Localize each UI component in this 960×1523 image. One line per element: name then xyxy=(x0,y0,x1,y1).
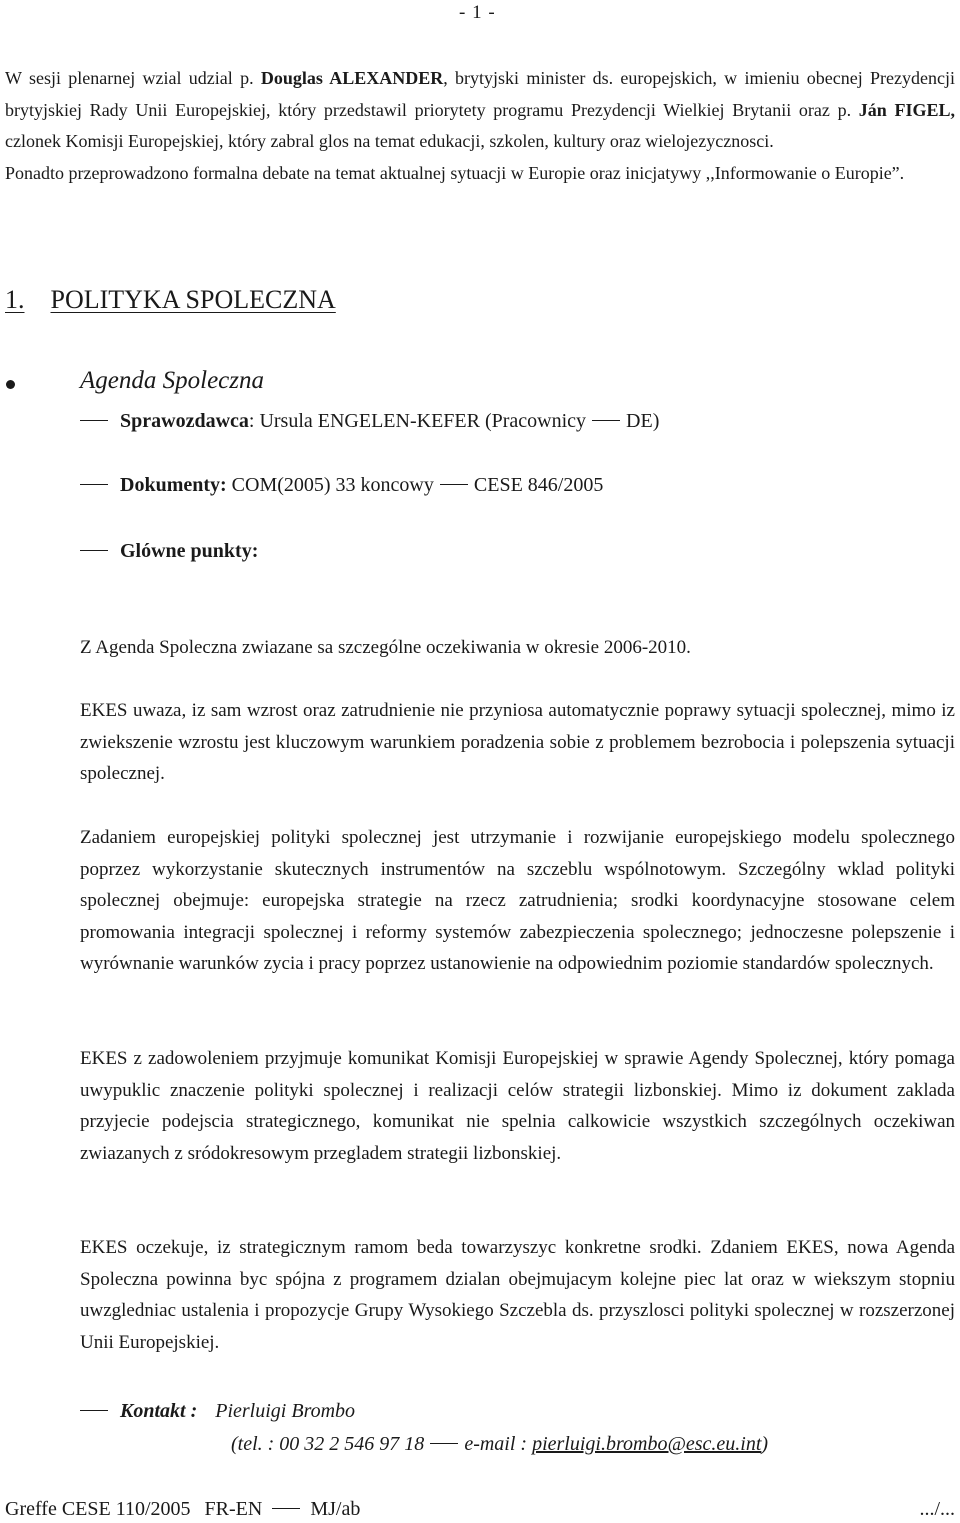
intro-paragraph-2: Ponadto przeprowadzono formalna debate na temat aktualnej sytuacji w Europie oraz inicjatywy ,,Informowanie o Europie”. xyxy=(5,162,905,183)
rapporteur-group: DE) xyxy=(626,410,660,432)
item-title: Agenda Spoleczna xyxy=(80,367,264,394)
section-heading xyxy=(5,285,336,315)
section-title: POLITYKA SPOLECZNA xyxy=(50,285,336,314)
body-paragraph-5 xyxy=(80,1232,955,1358)
contact-email-label: e-mail : xyxy=(464,1433,533,1455)
body-paragraph-1 xyxy=(80,632,955,664)
key-points-row xyxy=(80,540,258,563)
body-text-3: Zadaniem europejskiej polityki spolecznej jest utrzymanie i rozwijanie europejskiego modelu spolecznego poprzez wykorzystanie skutecznych instrumentów na szczeblu wspólnotowym. Szczególny wklad polityki spolecznej obejmuje: europejska strategie na rzecz zatrudnienia; srodki koordynacyjne stosowane celem promowania integracji spolecznej i reformy systemów zabezpieczenia spolecznego; jednoczesne polepszenie i wyrównanie warunków zycia i pracy poprzez ustanowienie na odpowiednim poziomie standardów spolecznych. xyxy=(80,827,955,974)
dash-icon xyxy=(430,1443,458,1444)
rapporteur-value: : Ursula ENGELEN-KEFER (Pracownicy xyxy=(248,410,587,432)
documents-value-1: COM(2005) 33 koncowy xyxy=(231,474,434,496)
rapporteur-label: Sprawozdawca xyxy=(120,410,249,432)
contact-row-1 xyxy=(80,1395,768,1428)
footer-left xyxy=(5,1498,374,1521)
dash-icon xyxy=(272,1508,300,1509)
page-footer xyxy=(5,1498,955,1521)
contact-close: ) xyxy=(761,1433,769,1455)
key-points-label: Glówne punkty: xyxy=(120,540,259,562)
contact-name: Pierluigi Brombo xyxy=(215,1400,356,1422)
bullet-icon xyxy=(6,380,15,389)
contact-row-2 xyxy=(80,1428,768,1461)
dash-icon xyxy=(80,550,108,551)
speaker-name-2: Ján FIGEL, xyxy=(858,99,955,120)
dash-icon xyxy=(80,1410,108,1411)
body-text-2: EKES uwaza, iz sam wzrost oraz zatrudnienie nie przyniosa automatycznie poprawy sytuacji spolecznej, mimo iz zwiekszenie wzrostu jest kluczowym warunkiem poradzenia sobie z problemem bezrobocia i polepszenia sytuacji spolecznej. xyxy=(80,700,955,784)
body-text-4: EKES z zadowoleniem przyjmuje komunikat Komisji Europejskiej w sprawie Agendy Spolecznej, który pomaga uwypuklic znaczenie polityki spolecznej i realizacji celów strategii lizbonskiej. Mimo iz dokument zaklada przyjecie podejscia strategicznego, komunikat nie spelnia calkowicie wszystkich szczególnych oczekiwan zwiazanych z sródokresowym przegladem strategii lizbonskiej. xyxy=(80,1048,955,1164)
section-number: 1. xyxy=(5,285,25,314)
footer-ref: Greffe CESE 110/2005 xyxy=(5,1498,191,1520)
intro-paragraph-1 xyxy=(5,63,955,158)
footer-author: MJ/ab xyxy=(310,1498,361,1520)
page-number: - 1 - xyxy=(459,2,496,23)
contact-email-link[interactable]: pierluigi.brombo@esc.eu.int xyxy=(532,1433,762,1455)
documents-label: Dokumenty: xyxy=(120,474,227,496)
dash-icon xyxy=(440,484,468,485)
body-paragraph-4 xyxy=(80,1043,955,1169)
speaker-name-1: Douglas ALEXANDER xyxy=(260,68,444,88)
body-text-5: EKES oczekuje, iz strategicznym ramom beda towarzyszyc konkretne srodki. Zdaniem EKES, nowa Agenda Spoleczna powinna byc spójna z programem dzialan obejmujacym kolejne piec lat oraz w wiekszym stopniu uwzgledniac ustalenia i propozycje Grupy Wysokiego Szczebla ds. przyszlosci polityki spolecznej w rozszerzonej Unii Europejskiej. xyxy=(80,1237,955,1353)
body-paragraph-2 xyxy=(80,695,955,790)
contact-phone: (tel. : 00 32 2 546 97 18 xyxy=(231,1433,425,1455)
footer-continued: .../... xyxy=(919,1498,955,1520)
dash-icon xyxy=(80,484,108,485)
intro-section xyxy=(5,63,955,189)
contact-label: Kontakt : xyxy=(120,1400,198,1422)
dash-icon xyxy=(80,420,108,421)
rapporteur-row xyxy=(80,410,659,433)
body-paragraph-3 xyxy=(80,822,955,980)
dash-icon xyxy=(592,420,620,421)
intro-text-c: czlonek Komisji Europejskiej, który zabral glos na temat edukacji, szkolen, kultury oraz wielojezycznosci. xyxy=(5,131,774,151)
intro-text-b: , brytyjski minister ds. europejskich, w imieniu obecnej Prezydencji brytyjskiej Rady Unii Europejskiej, który przedstawil priorytety programu Prezydencji Wielkiej Brytanii oraz p. xyxy=(5,68,955,120)
footer-lang: FR-EN xyxy=(204,1498,263,1520)
documents-row xyxy=(80,474,603,497)
body-text-1: Z Agenda Spoleczna zwiazane sa szczególne oczekiwania w okresie 2006-2010. xyxy=(80,637,691,658)
documents-value-2: CESE 846/2005 xyxy=(473,474,604,496)
intro-text-a: W sesji plenarnej wzial udzial p. xyxy=(5,68,261,88)
contact-block xyxy=(80,1395,768,1461)
